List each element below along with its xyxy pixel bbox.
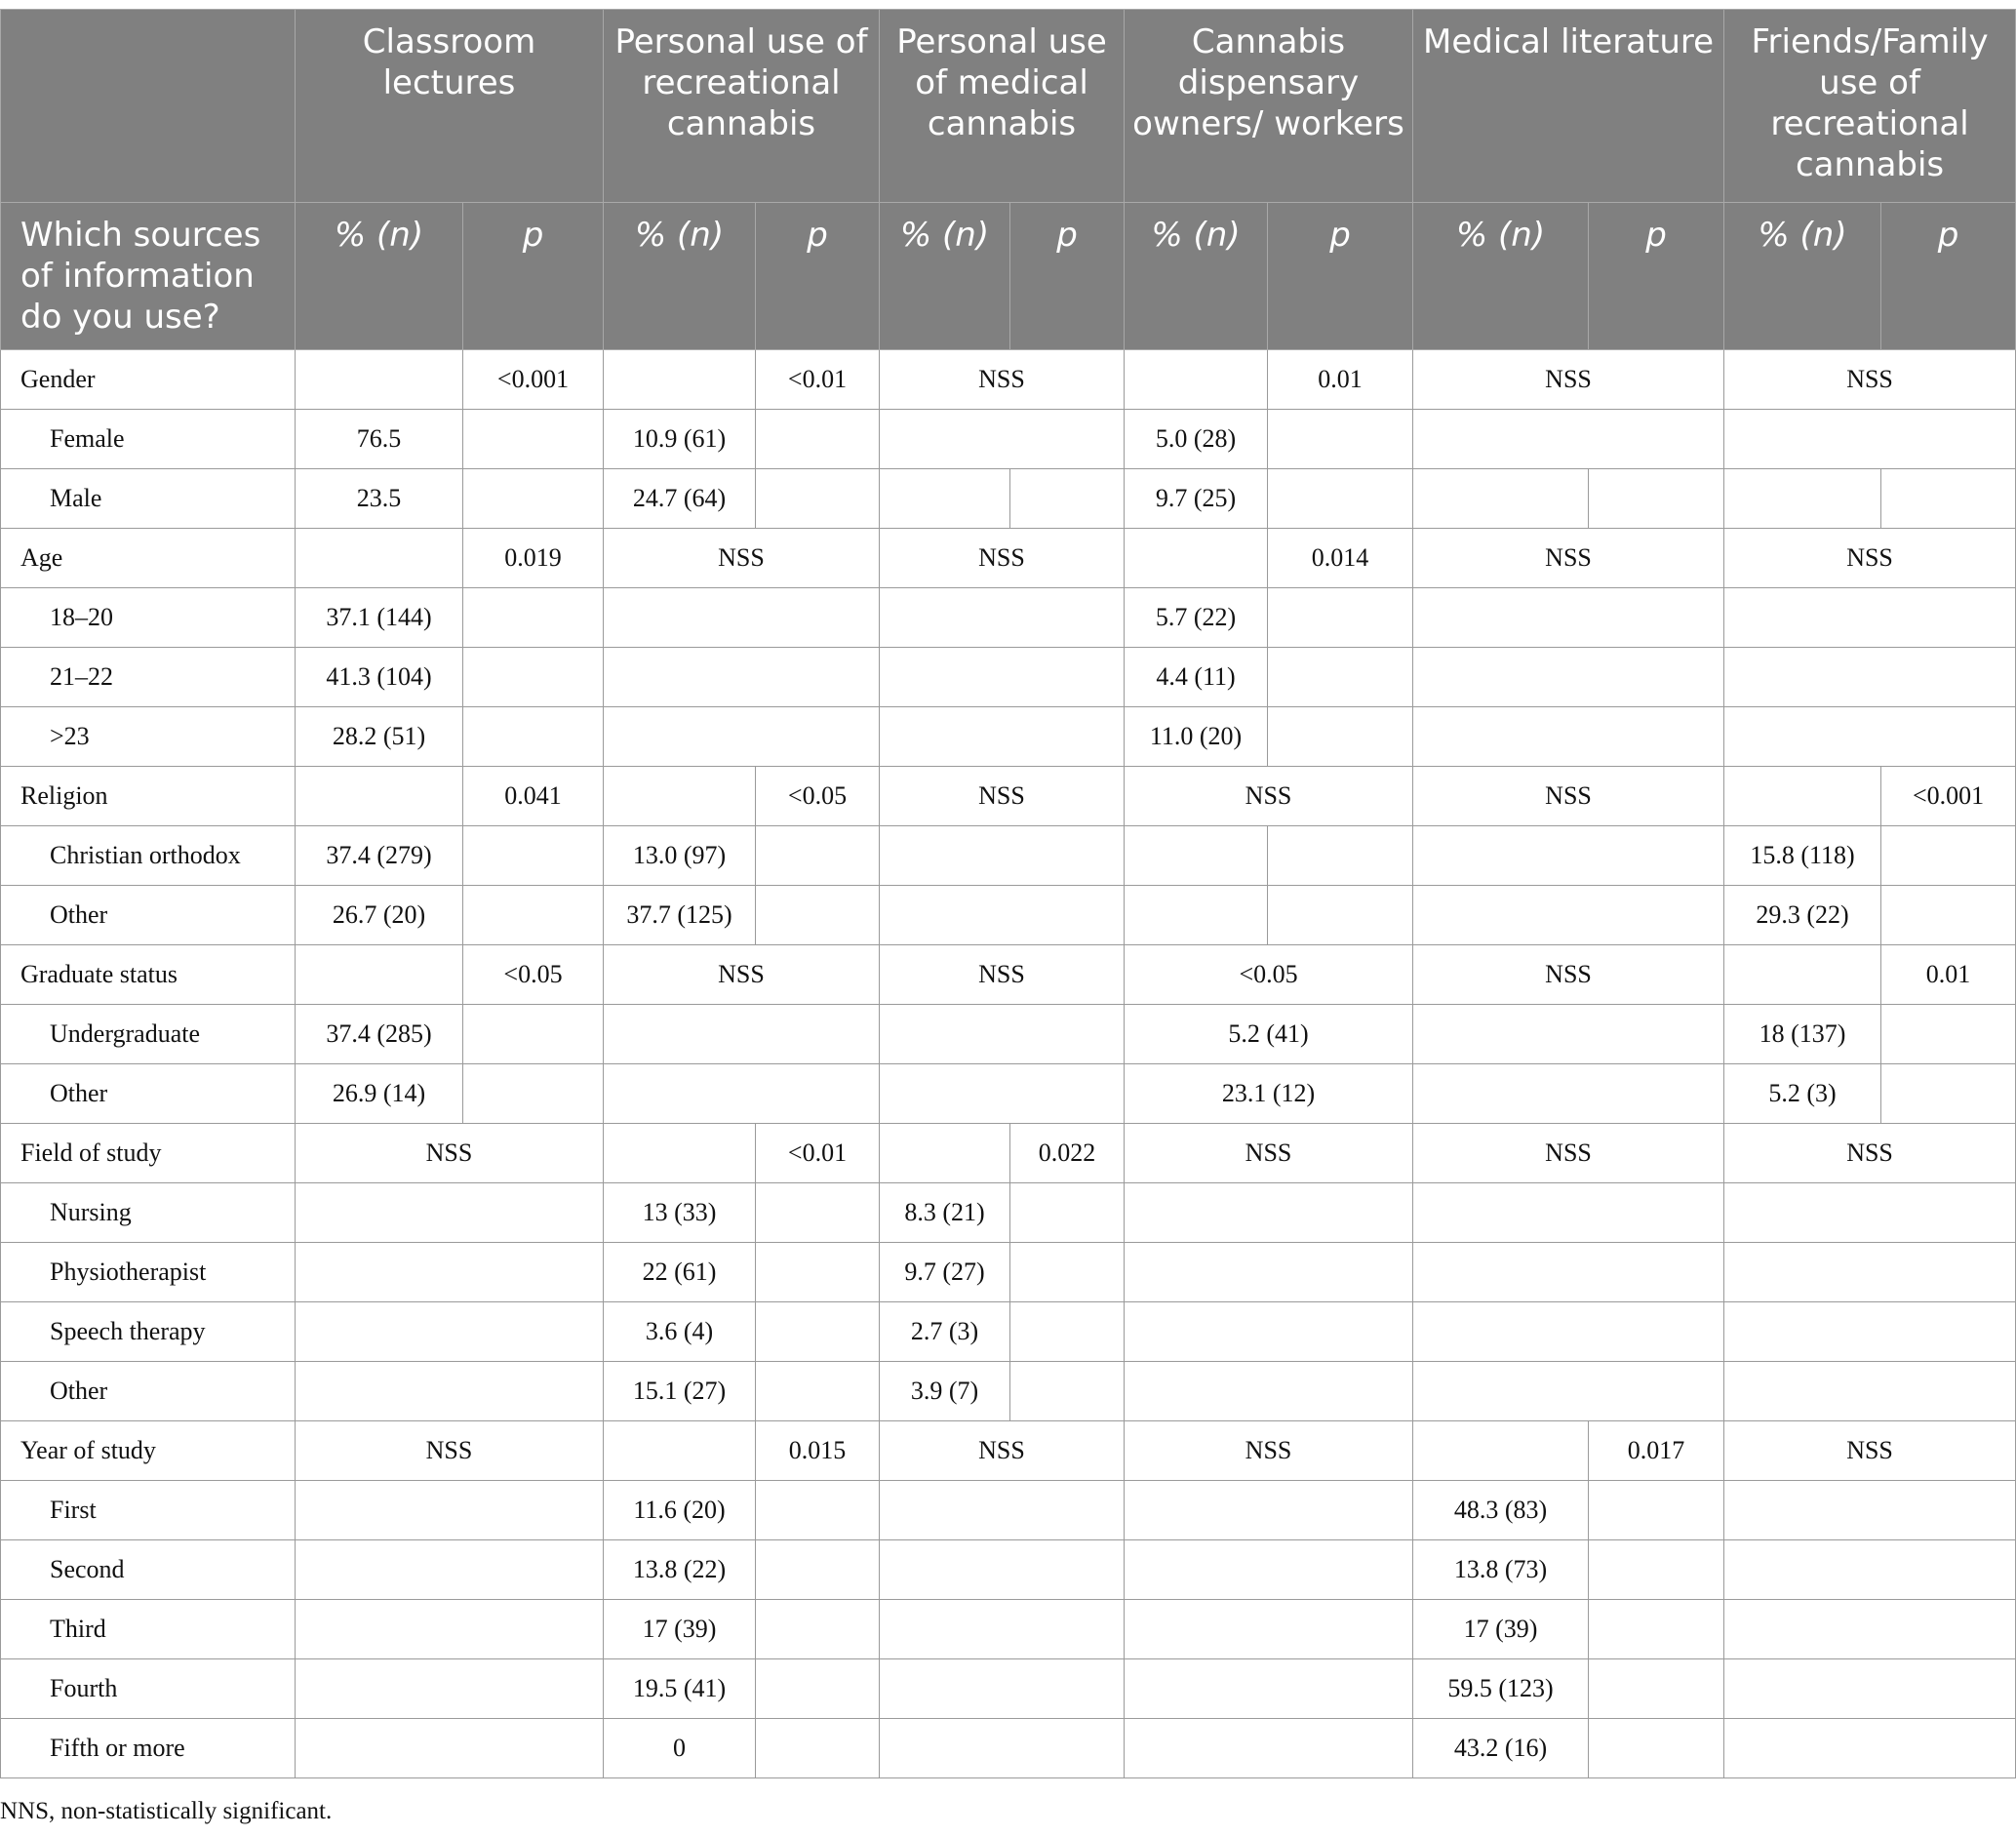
- cell: NSS: [1413, 350, 1724, 410]
- table-row: [1, 707, 2016, 767]
- cell: [296, 1243, 604, 1302]
- subheader-p: p: [1589, 203, 1724, 350]
- cell: 9.7 (25): [1125, 469, 1268, 529]
- table-row: [1, 1183, 2016, 1243]
- cell: [1724, 469, 1881, 529]
- row-label: Second: [1, 1540, 296, 1600]
- row-label: Field of study: [1, 1124, 296, 1183]
- cell: NSS: [1125, 1124, 1413, 1183]
- cell: [604, 648, 880, 707]
- cell: [1125, 350, 1268, 410]
- cell: [1268, 826, 1413, 886]
- results-table: [0, 9, 2016, 1778]
- cell: NSS: [1724, 1421, 2016, 1481]
- table-row: [1, 1243, 2016, 1302]
- header-row-sub: [1, 203, 2016, 350]
- cell: [1125, 1362, 1413, 1421]
- cell: 48.3 (83): [1413, 1481, 1589, 1540]
- table-row: [1, 350, 2016, 410]
- cell: [1589, 1719, 1724, 1778]
- cell: [296, 1362, 604, 1421]
- subheader-p: p: [1010, 203, 1125, 350]
- cell: [1413, 469, 1589, 529]
- cell: [463, 707, 604, 767]
- cell: [1724, 1243, 2016, 1302]
- table-row: [1, 529, 2016, 588]
- cell: [463, 648, 604, 707]
- cell: NSS: [1413, 1124, 1724, 1183]
- cell: [604, 767, 756, 826]
- subheader-pct: % (n): [1125, 203, 1268, 350]
- cell: [1724, 707, 2016, 767]
- table-row: [1, 886, 2016, 945]
- header-dispensary: Cannabis dispensary owners/ workers: [1125, 10, 1413, 203]
- subheader-pct: % (n): [880, 203, 1010, 350]
- cell: [1125, 1719, 1413, 1778]
- cell: 43.2 (16): [1413, 1719, 1589, 1778]
- row-label: Nursing: [1, 1183, 296, 1243]
- cell: [756, 1600, 880, 1659]
- cell: NSS: [1125, 1421, 1413, 1481]
- cell: 0.019: [463, 529, 604, 588]
- cell: [880, 469, 1010, 529]
- cell: [756, 1659, 880, 1719]
- cell: [296, 1183, 604, 1243]
- subheader-pct: % (n): [1413, 203, 1589, 350]
- cell: [463, 886, 604, 945]
- cell: [1268, 588, 1413, 648]
- table-row: [1, 1124, 2016, 1183]
- cell: [880, 707, 1125, 767]
- row-label: Graduate status: [1, 945, 296, 1005]
- cell: [1413, 707, 1724, 767]
- row-label: >23: [1, 707, 296, 767]
- cell: [1724, 588, 2016, 648]
- cell: [1881, 1005, 2016, 1064]
- cell: 59.5 (123): [1413, 1659, 1589, 1719]
- cell: [1724, 767, 1881, 826]
- cell: 24.7 (64): [604, 469, 756, 529]
- cell: [1724, 1600, 2016, 1659]
- cell: 76.5: [296, 410, 463, 469]
- cell: 37.4 (285): [296, 1005, 463, 1064]
- cell: [463, 588, 604, 648]
- cell: [1413, 1183, 1724, 1243]
- cell: [604, 1421, 756, 1481]
- cell: [880, 410, 1125, 469]
- table-row: [1, 945, 2016, 1005]
- table-row: [1, 1600, 2016, 1659]
- cell: [296, 529, 463, 588]
- cell: [463, 1064, 604, 1124]
- cell: 8.3 (21): [880, 1183, 1010, 1243]
- cell: 5.0 (28): [1125, 410, 1268, 469]
- header-friends-family: Friends/Family use of recreational cannabis: [1724, 10, 2016, 203]
- row-label: First: [1, 1481, 296, 1540]
- cell: [1589, 1659, 1724, 1719]
- subheader-pct: % (n): [604, 203, 756, 350]
- cell: [1413, 1005, 1724, 1064]
- subheader-p: p: [463, 203, 604, 350]
- table-row: [1, 1659, 2016, 1719]
- cell: NSS: [1724, 529, 2016, 588]
- cell: 4.4 (11): [1125, 648, 1268, 707]
- cell: [880, 588, 1125, 648]
- header-question: Which sources of information do you use?: [1, 203, 296, 350]
- cell: NSS: [604, 529, 880, 588]
- cell: [1413, 1064, 1724, 1124]
- cell: 37.7 (125): [604, 886, 756, 945]
- cell: [604, 350, 756, 410]
- cell: [604, 707, 880, 767]
- cell: [756, 469, 880, 529]
- cell: 23.1 (12): [1125, 1064, 1413, 1124]
- cell: 0.022: [1010, 1124, 1125, 1183]
- cell: [1125, 1540, 1413, 1600]
- cell: [1268, 886, 1413, 945]
- cell: [296, 1600, 604, 1659]
- cell: 0.017: [1589, 1421, 1724, 1481]
- row-label: Christian orthodox: [1, 826, 296, 886]
- cell: [1413, 886, 1724, 945]
- cell: 37.4 (279): [296, 826, 463, 886]
- cell: 17 (39): [1413, 1600, 1589, 1659]
- cell: [1589, 1540, 1724, 1600]
- cell: 5.2 (3): [1724, 1064, 1881, 1124]
- cell: NSS: [880, 350, 1125, 410]
- cell: 29.3 (22): [1724, 886, 1881, 945]
- cell: [1268, 410, 1413, 469]
- cell: 37.1 (144): [296, 588, 463, 648]
- cell: NSS: [880, 1421, 1125, 1481]
- cell: [1881, 826, 2016, 886]
- cell: 28.2 (51): [296, 707, 463, 767]
- cell: [463, 469, 604, 529]
- cell: [1413, 648, 1724, 707]
- cell: 22 (61): [604, 1243, 756, 1302]
- cell: [604, 1005, 880, 1064]
- cell: NSS: [880, 767, 1125, 826]
- cell: [1724, 1481, 2016, 1540]
- row-label: Other: [1, 886, 296, 945]
- cell: <0.05: [1125, 945, 1413, 1005]
- cell: NSS: [1724, 350, 2016, 410]
- cell: [880, 1124, 1010, 1183]
- cell: [880, 1481, 1125, 1540]
- cell: 5.7 (22): [1125, 588, 1268, 648]
- cell: [880, 886, 1125, 945]
- cell: [1125, 1659, 1413, 1719]
- cell: [296, 767, 463, 826]
- cell: 26.7 (20): [296, 886, 463, 945]
- cell: [1724, 945, 1881, 1005]
- subheader-p: p: [1268, 203, 1413, 350]
- table-row: [1, 1005, 2016, 1064]
- cell: [756, 1243, 880, 1302]
- row-label: Religion: [1, 767, 296, 826]
- cell: [1268, 707, 1413, 767]
- cell: [1125, 826, 1268, 886]
- header-corner: [1, 10, 296, 203]
- row-label: Fourth: [1, 1659, 296, 1719]
- cell: 11.0 (20): [1125, 707, 1268, 767]
- cell: 13.0 (97): [604, 826, 756, 886]
- table-row: [1, 588, 2016, 648]
- cell: 0.015: [756, 1421, 880, 1481]
- cell: [1413, 410, 1724, 469]
- cell: [1413, 588, 1724, 648]
- cell: [296, 1302, 604, 1362]
- cell: <0.01: [756, 1124, 880, 1183]
- cell: 10.9 (61): [604, 410, 756, 469]
- row-label: Age: [1, 529, 296, 588]
- cell: [756, 886, 880, 945]
- cell: 17 (39): [604, 1600, 756, 1659]
- cell: <0.001: [463, 350, 604, 410]
- table-row: [1, 1302, 2016, 1362]
- cell: 11.6 (20): [604, 1481, 756, 1540]
- table-row: [1, 1481, 2016, 1540]
- table-row: [1, 1064, 2016, 1124]
- cell: [756, 1481, 880, 1540]
- row-label: Other: [1, 1064, 296, 1124]
- cell: NSS: [296, 1124, 604, 1183]
- cell: NSS: [1413, 529, 1724, 588]
- cell: [296, 1719, 604, 1778]
- subheader-p: p: [756, 203, 880, 350]
- cell: [1268, 648, 1413, 707]
- cell: [1010, 1183, 1125, 1243]
- header-personal-medical: Personal use of medical cannabis: [880, 10, 1125, 203]
- table-row: [1, 469, 2016, 529]
- cell: [1125, 1481, 1413, 1540]
- table-row: [1, 648, 2016, 707]
- cell: [1724, 1659, 2016, 1719]
- cell: NSS: [1413, 945, 1724, 1005]
- cell: [1010, 469, 1125, 529]
- cell: [1413, 1243, 1724, 1302]
- cell: 23.5: [296, 469, 463, 529]
- row-label: Male: [1, 469, 296, 529]
- cell: [463, 410, 604, 469]
- cell: [296, 1540, 604, 1600]
- cell: [1125, 886, 1268, 945]
- cell: [1413, 826, 1724, 886]
- cell: [756, 826, 880, 886]
- table-row: [1, 826, 2016, 886]
- cell: [756, 410, 880, 469]
- cell: 0: [604, 1719, 756, 1778]
- header-medical-literature: Medical literature: [1413, 10, 1724, 203]
- cell: [1881, 886, 2016, 945]
- cell: [1125, 1243, 1413, 1302]
- cell: [463, 826, 604, 886]
- cell: NSS: [1125, 767, 1413, 826]
- cell: [1010, 1302, 1125, 1362]
- cell: [1125, 1183, 1413, 1243]
- cell: [604, 588, 880, 648]
- row-label: Fifth or more: [1, 1719, 296, 1778]
- cell: [1413, 1302, 1724, 1362]
- row-label: Gender: [1, 350, 296, 410]
- cell: 0.01: [1268, 350, 1413, 410]
- cell: [1589, 469, 1724, 529]
- cell: 5.2 (41): [1125, 1005, 1413, 1064]
- row-label: 21–22: [1, 648, 296, 707]
- cell: [880, 648, 1125, 707]
- cell: NSS: [1724, 1124, 2016, 1183]
- table-row: [1, 1540, 2016, 1600]
- cell: 13.8 (22): [604, 1540, 756, 1600]
- cell: NSS: [296, 1421, 604, 1481]
- cell: [604, 1064, 880, 1124]
- cell: [604, 1124, 756, 1183]
- header-row-groups: [1, 10, 2016, 203]
- cell: 9.7 (27): [880, 1243, 1010, 1302]
- cell: [1125, 1302, 1413, 1362]
- cell: NSS: [880, 945, 1125, 1005]
- table-row: [1, 1421, 2016, 1481]
- cell: [1724, 648, 2016, 707]
- cell: [1125, 1600, 1413, 1659]
- cell: [880, 1719, 1125, 1778]
- cell: <0.001: [1881, 767, 2016, 826]
- row-label: Other: [1, 1362, 296, 1421]
- cell: [756, 1183, 880, 1243]
- subheader-pct: % (n): [1724, 203, 1881, 350]
- row-label: Female: [1, 410, 296, 469]
- table-footnote: NNS, non-statistically significant.: [0, 1798, 333, 1824]
- cell: 15.1 (27): [604, 1362, 756, 1421]
- cell: [1589, 1600, 1724, 1659]
- cell: [880, 1005, 1125, 1064]
- table-row: [1, 1362, 2016, 1421]
- cell: [296, 1481, 604, 1540]
- cell: [1268, 469, 1413, 529]
- cell: [756, 1719, 880, 1778]
- cell: 2.7 (3): [880, 1302, 1010, 1362]
- cell: 41.3 (104): [296, 648, 463, 707]
- cell: [1881, 1064, 2016, 1124]
- cell: [756, 1302, 880, 1362]
- cell: [880, 1064, 1125, 1124]
- cell: <0.05: [463, 945, 604, 1005]
- cell: [1724, 1362, 2016, 1421]
- cell: <0.01: [756, 350, 880, 410]
- header-personal-recreational: Personal use of recreational cannabis: [604, 10, 880, 203]
- table-row: [1, 1719, 2016, 1778]
- cell: [296, 1659, 604, 1719]
- cell: [296, 350, 463, 410]
- cell: NSS: [880, 529, 1125, 588]
- row-label: Year of study: [1, 1421, 296, 1481]
- subheader-p: p: [1881, 203, 2016, 350]
- cell: 26.9 (14): [296, 1064, 463, 1124]
- cell: <0.05: [756, 767, 880, 826]
- cell: [880, 1540, 1125, 1600]
- cell: 3.9 (7): [880, 1362, 1010, 1421]
- cell: [756, 1540, 880, 1600]
- cell: 0.041: [463, 767, 604, 826]
- cell: [1010, 1243, 1125, 1302]
- subheader-pct: % (n): [296, 203, 463, 350]
- cell: 0.01: [1881, 945, 2016, 1005]
- cell: [296, 945, 463, 1005]
- table-row: [1, 767, 2016, 826]
- cell: NSS: [1413, 767, 1724, 826]
- cell: [463, 1005, 604, 1064]
- cell: 13 (33): [604, 1183, 756, 1243]
- cell: [880, 1600, 1125, 1659]
- cell: [1724, 1183, 2016, 1243]
- cell: [880, 826, 1125, 886]
- table-row: [1, 410, 2016, 469]
- cell: [1010, 1362, 1125, 1421]
- cell: [1125, 529, 1268, 588]
- cell: [1724, 1719, 2016, 1778]
- row-label: Third: [1, 1600, 296, 1659]
- row-label: Undergraduate: [1, 1005, 296, 1064]
- cell: [1881, 469, 2016, 529]
- cell: 19.5 (41): [604, 1659, 756, 1719]
- cell: [756, 1362, 880, 1421]
- cell: 18 (137): [1724, 1005, 1881, 1064]
- table-container: [0, 9, 2016, 1778]
- row-label: 18–20: [1, 588, 296, 648]
- cell: 15.8 (118): [1724, 826, 1881, 886]
- cell: [880, 1659, 1125, 1719]
- cell: NSS: [604, 945, 880, 1005]
- cell: [1724, 1540, 2016, 1600]
- row-label: Speech therapy: [1, 1302, 296, 1362]
- cell: [1724, 410, 2016, 469]
- cell: [1724, 1302, 2016, 1362]
- cell: 0.014: [1268, 529, 1413, 588]
- header-classroom-lectures: Classroom lectures: [296, 10, 604, 203]
- cell: [1413, 1421, 1589, 1481]
- cell: [1413, 1362, 1724, 1421]
- cell: [1589, 1481, 1724, 1540]
- row-label: Physiotherapist: [1, 1243, 296, 1302]
- cell: 13.8 (73): [1413, 1540, 1589, 1600]
- cell: 3.6 (4): [604, 1302, 756, 1362]
